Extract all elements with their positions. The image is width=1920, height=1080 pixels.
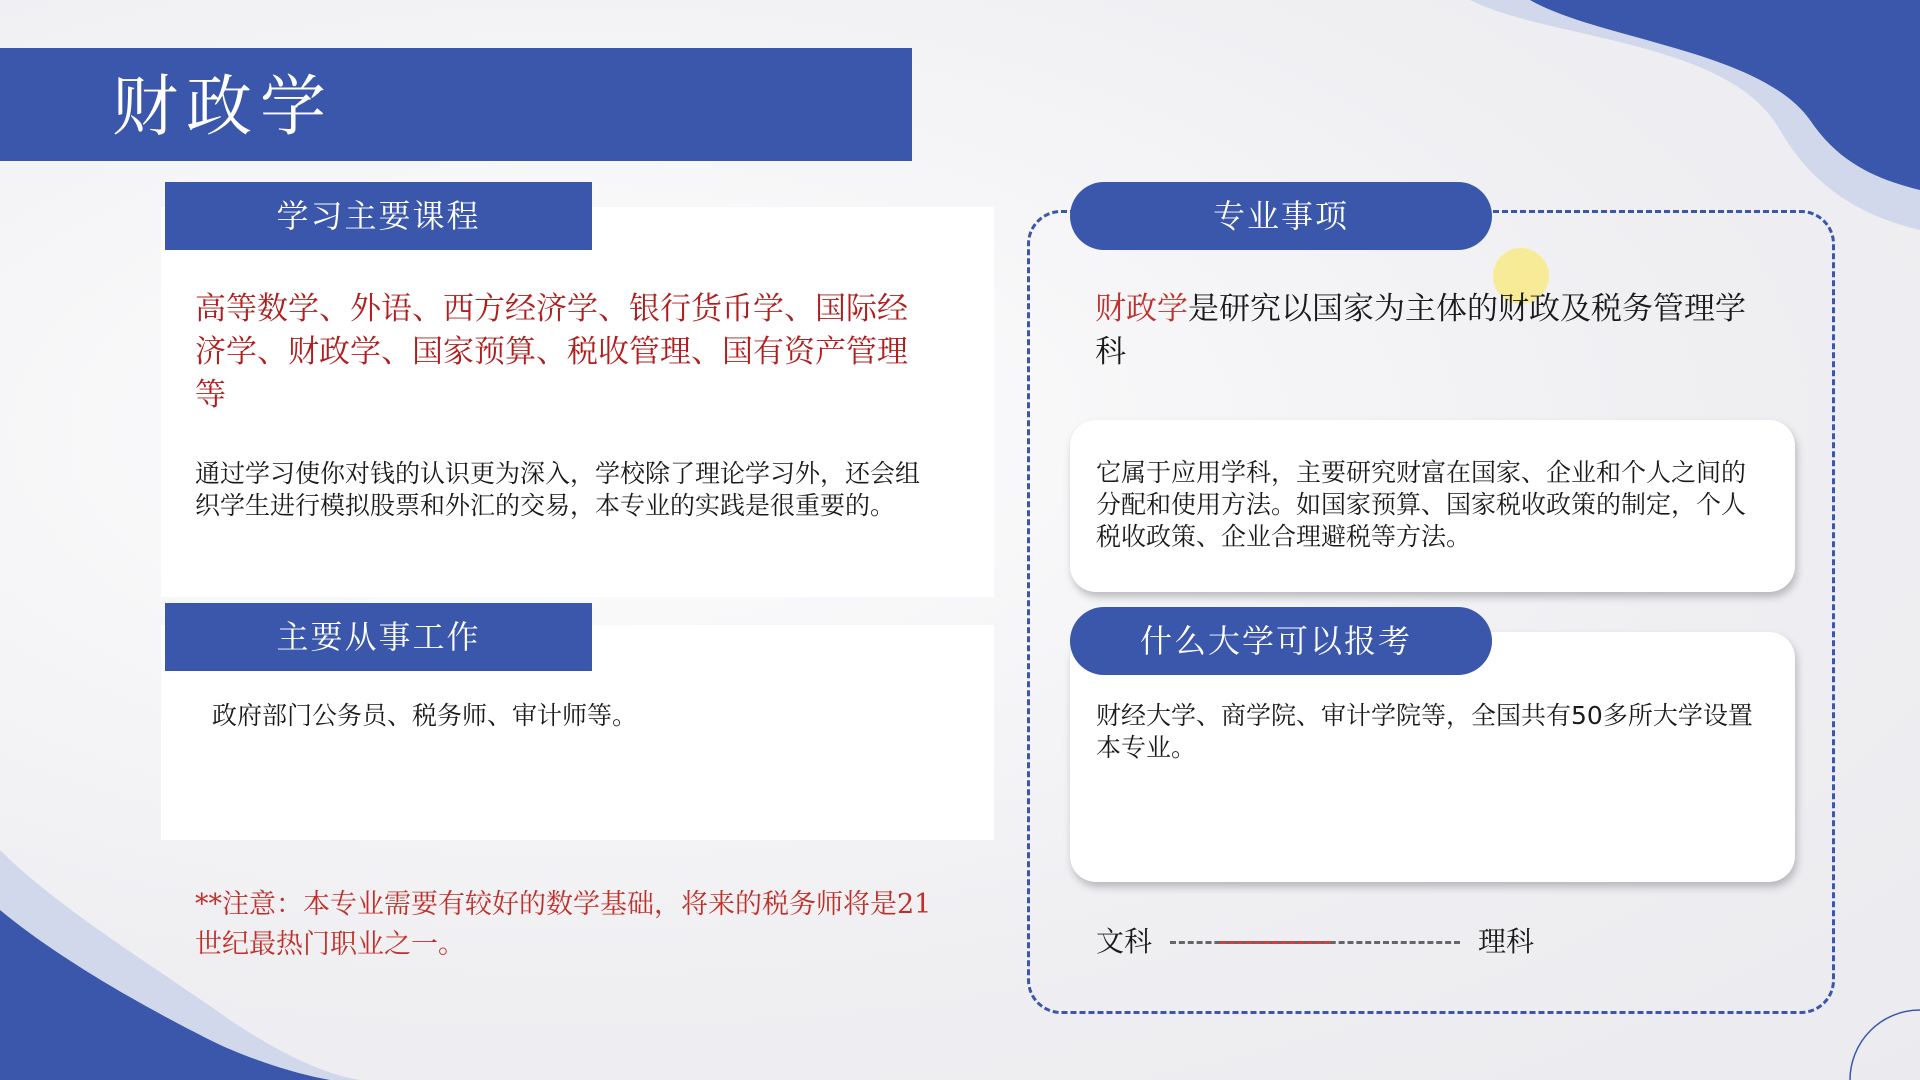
scale-left-label: 文科 [1096, 925, 1153, 958]
intro-text [1095, 288, 1765, 374]
universities-section-tab: 什么大学可以报考 [1070, 607, 1492, 675]
courses-section-tab: 学习主要课程 [165, 182, 592, 250]
courses-list-text: 高等数学、外语、西方经济学、银行货币学、国际经济学、财政学、国家预算、税收管理、国有资产管理等 [195, 291, 908, 413]
description-text: 它属于应用学科，主要研究财富在国家、企业和个人之间的分配和使用方法。如国家预算、国家税收政策的制定，个人税收政策、企业合理避税等方法。 [1096, 458, 1747, 551]
arts-science-scale [1096, 920, 1534, 960]
scale-dashed-line [1170, 941, 1460, 944]
jobs-section-tab: 主要从事工作 [165, 603, 592, 671]
intro-rest: 是研究以国家为主体的财政及税务管理学科 [1095, 291, 1746, 370]
page-title: 财政学 [112, 68, 334, 145]
universities-text: 财经大学、商学院、审计学院等，全国共有50多所大学设置本专业。 [1096, 701, 1753, 762]
scale-red-segment [1220, 941, 1330, 944]
note-text: **注意：本专业需要有较好的数学基础，将来的税务师将是21世纪最热门职业之一。 [195, 889, 932, 960]
matters-section-tab: 专业事项 [1070, 182, 1492, 250]
scale-right-label: 理科 [1478, 925, 1535, 958]
intro-highlight: 财政学 [1095, 291, 1188, 327]
practice-description: 通过学习使你对钱的认识更为深入，学校除了理论学习外，还会组织学生进行模拟股票和外汇的交易，本专业的实践是很重要的。 [195, 459, 921, 520]
bottom-right-circle-decoration [1840, 990, 1920, 1080]
jobs-text: 政府部门公务员、税务师、审计师等。 [212, 701, 638, 730]
